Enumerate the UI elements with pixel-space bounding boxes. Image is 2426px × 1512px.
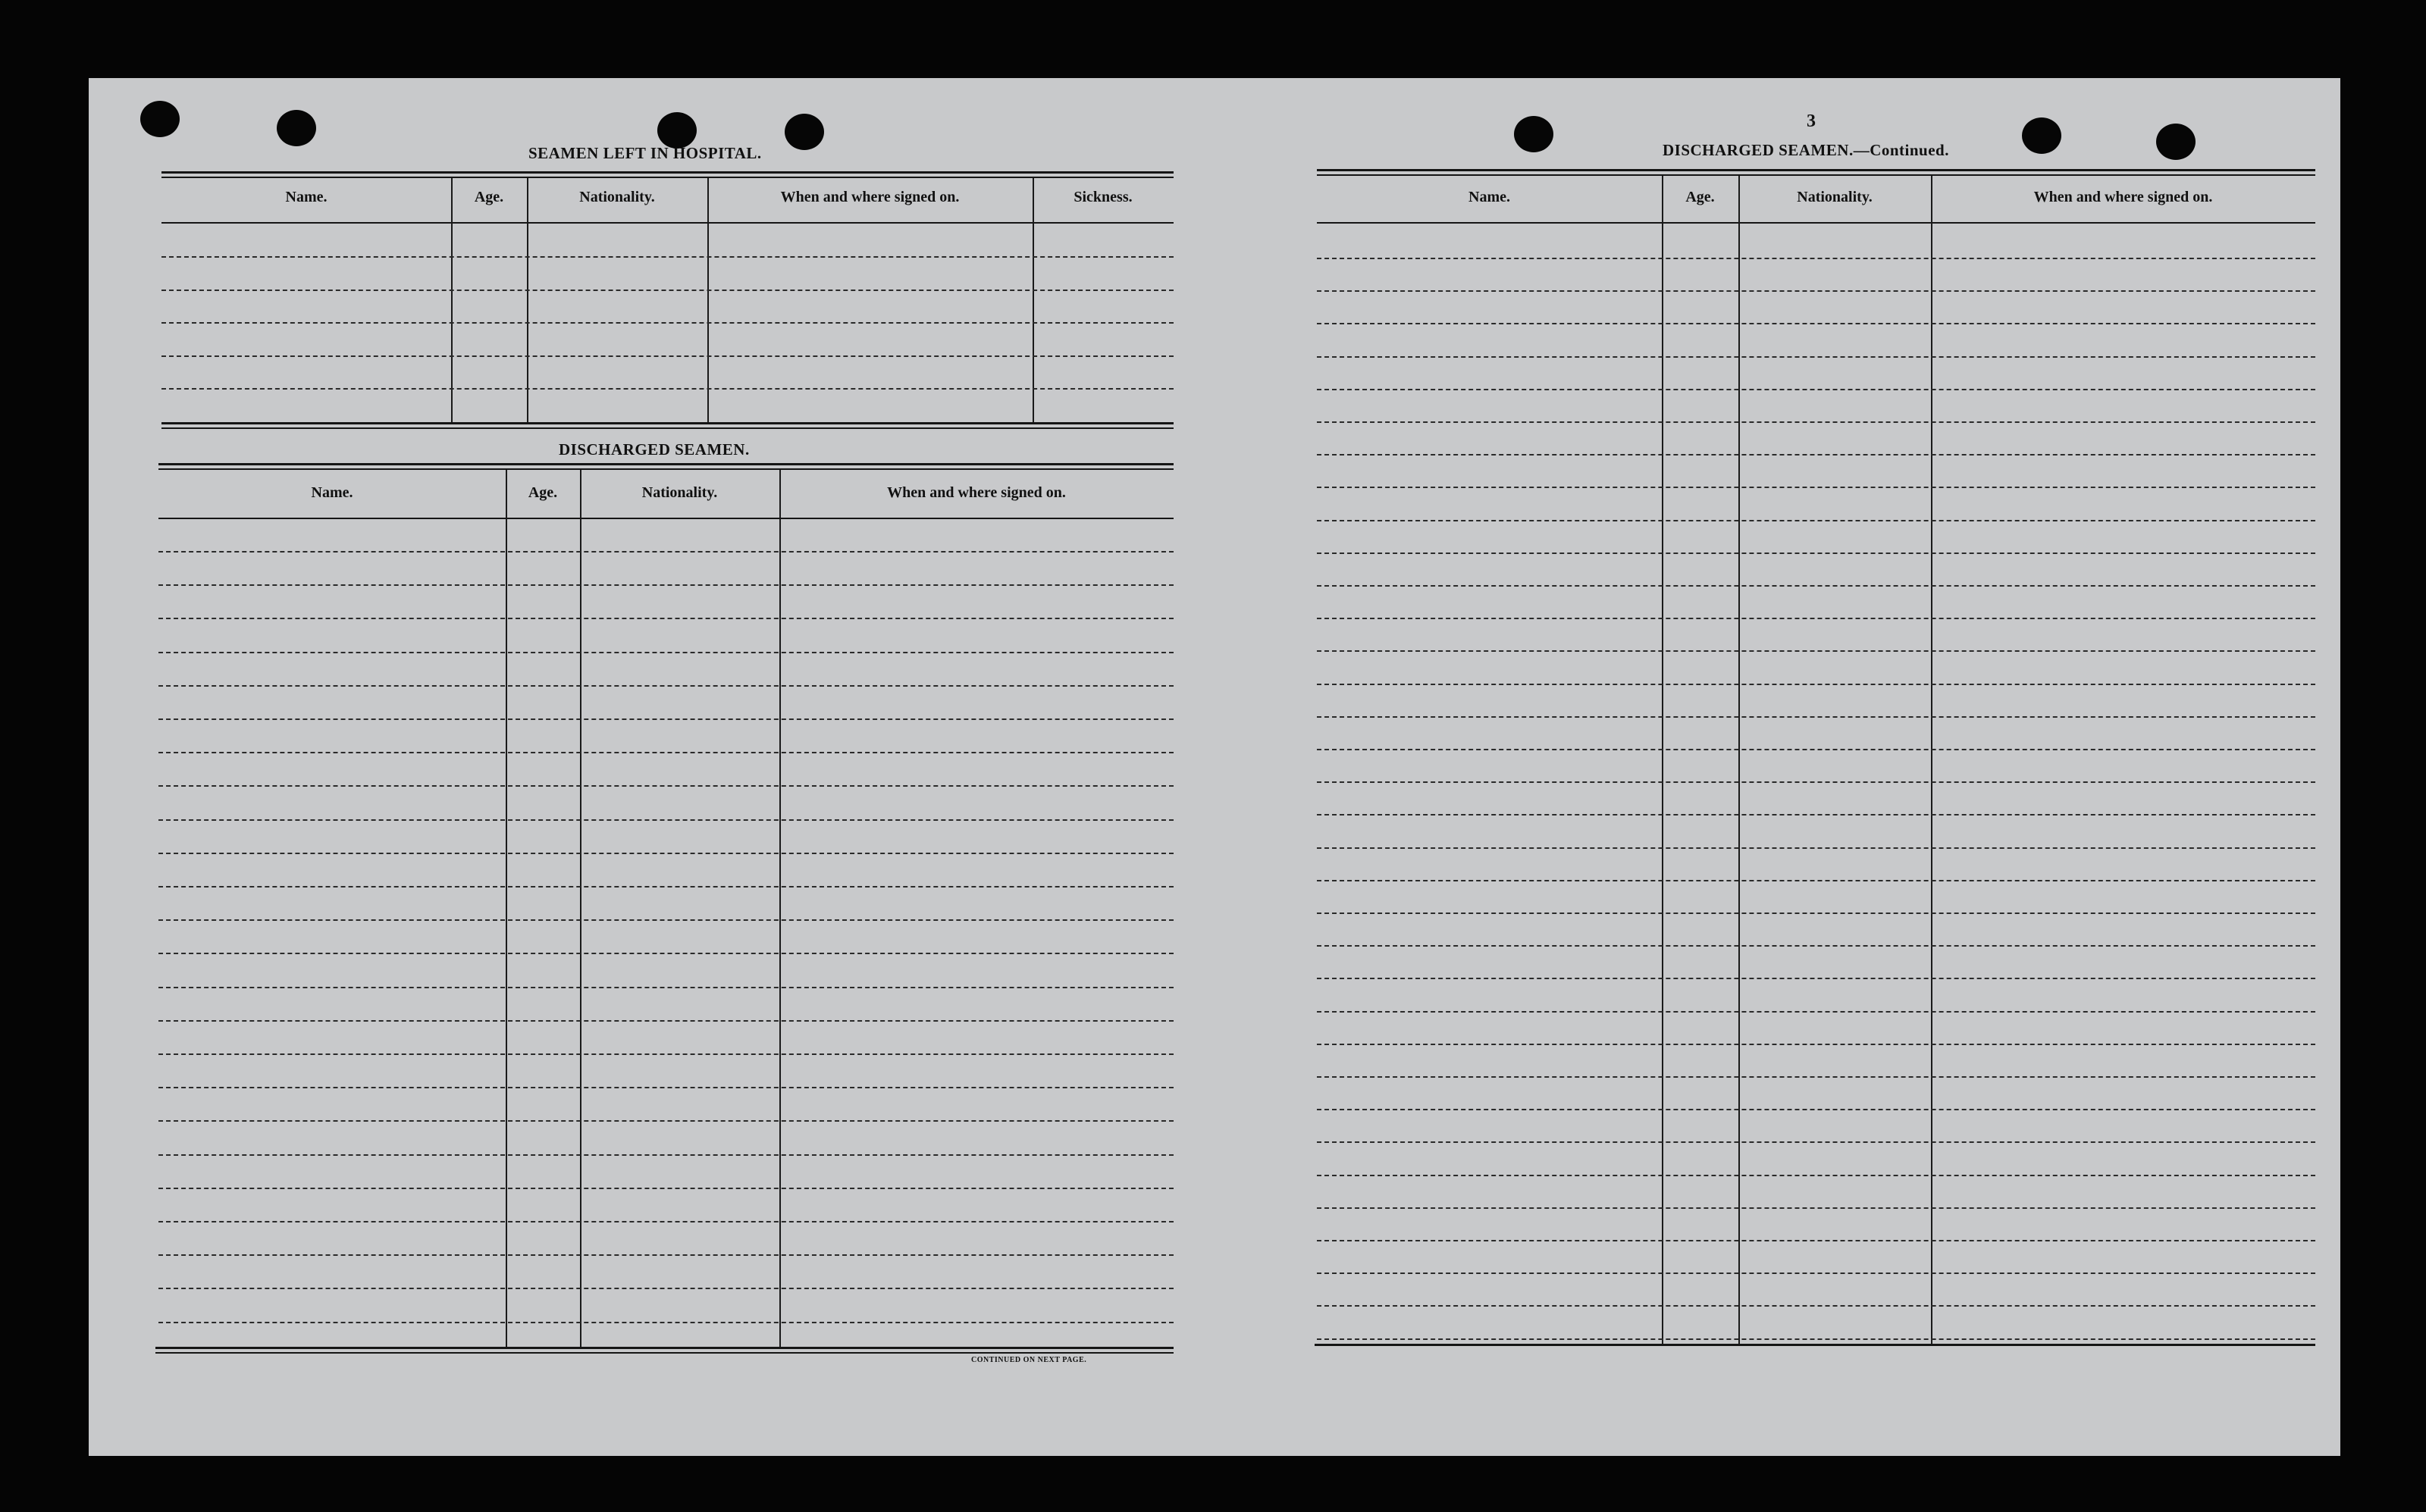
ruled-line (1317, 814, 2315, 815)
table-top-rule (161, 171, 1174, 174)
ruled-line (158, 551, 1174, 553)
ruled-line (1317, 1109, 2315, 1110)
ruled-line (1317, 913, 2315, 914)
hospital-section-title: SEAMEN LEFT IN HOSPITAL. (528, 144, 762, 162)
page-number: 3 (1807, 111, 1816, 131)
ruled-line (1317, 1338, 2315, 1340)
discharged-section-title: DISCHARGED SEAMEN. (559, 440, 750, 459)
punch-hole (277, 110, 316, 146)
ruled-line (158, 1288, 1174, 1289)
ruled-line (1317, 1273, 2315, 1274)
ruled-line (158, 1254, 1174, 1256)
ruled-line (158, 819, 1174, 821)
punch-hole (140, 101, 180, 137)
document-page (89, 78, 2340, 1456)
column-header: When and where signed on. (887, 484, 1066, 501)
ruled-line (1317, 847, 2315, 849)
ruled-line (1317, 1044, 2315, 1045)
ruled-line (1317, 585, 2315, 587)
ruled-line (1317, 749, 2315, 750)
table-bottom-rule (1315, 1344, 2315, 1346)
table-bottom-rule (161, 422, 1174, 424)
ruled-line (1317, 356, 2315, 358)
ruled-line (1317, 323, 2315, 324)
table-bottom-rule (161, 427, 1174, 429)
ruled-line (1317, 716, 2315, 718)
ruled-line (1317, 290, 2315, 292)
header-rule (161, 222, 1174, 224)
column-header: Sickness. (1074, 189, 1133, 205)
column-divider (506, 470, 507, 1347)
punch-hole (785, 114, 824, 150)
table-top-rule (161, 177, 1174, 178)
ruled-line (158, 785, 1174, 787)
ruled-line (158, 987, 1174, 988)
table-top-rule (1317, 174, 2315, 176)
punch-hole (1514, 116, 1553, 152)
ruled-line (158, 1322, 1174, 1323)
ruled-line (1317, 880, 2315, 881)
ruled-line (158, 1087, 1174, 1088)
ruled-line (1317, 1175, 2315, 1176)
column-header: Age. (1685, 189, 1715, 205)
punch-hole (2156, 124, 2196, 160)
column-divider (779, 470, 781, 1347)
column-header: Name. (285, 189, 328, 205)
ruled-line (1317, 945, 2315, 947)
ruled-line (1317, 781, 2315, 783)
column-divider (1738, 176, 1740, 1344)
ruled-line (158, 1188, 1174, 1189)
ruled-line (1317, 978, 2315, 979)
ruled-line (1317, 1141, 2315, 1143)
ruled-line (158, 584, 1174, 586)
ruled-line (158, 618, 1174, 619)
table-top-rule (1317, 169, 2315, 171)
ruled-line (158, 853, 1174, 854)
column-header: Nationality. (1797, 189, 1873, 205)
table-top-rule (158, 468, 1174, 470)
column-divider (1662, 176, 1663, 1344)
ruled-line (1317, 1305, 2315, 1307)
ruled-line (158, 953, 1174, 954)
ruled-line (158, 685, 1174, 687)
ruled-line (1317, 487, 2315, 488)
table-top-rule (158, 463, 1174, 465)
column-header: When and where signed on. (780, 189, 960, 205)
ruled-line (1317, 1011, 2315, 1013)
ruled-line (1317, 454, 2315, 455)
ruled-line (1317, 553, 2315, 554)
ruled-line (158, 752, 1174, 753)
column-header: When and where signed on. (2033, 189, 2213, 205)
ruled-line (158, 1120, 1174, 1122)
column-header: Nationality. (579, 189, 655, 205)
column-header: Age. (528, 484, 558, 501)
continued-note: CONTINUED ON NEXT PAGE. (971, 1356, 1087, 1364)
ruled-line (1317, 1240, 2315, 1241)
ruled-line (161, 322, 1174, 324)
column-divider (527, 178, 528, 422)
ruled-line (158, 886, 1174, 887)
ruled-line (161, 290, 1174, 291)
ruled-line (158, 1020, 1174, 1022)
ruled-line (161, 355, 1174, 357)
column-header: Name. (311, 484, 353, 501)
punch-hole (657, 112, 697, 149)
punch-hole (2022, 117, 2061, 154)
ruled-line (158, 1221, 1174, 1222)
header-rule (1317, 222, 2315, 224)
continued-section-title: DISCHARGED SEAMEN.—Continued. (1663, 141, 1949, 159)
ruled-line (1317, 389, 2315, 390)
table-bottom-rule (155, 1352, 1174, 1354)
ruled-line (158, 1154, 1174, 1156)
ruled-line (1317, 1076, 2315, 1078)
ruled-line (158, 652, 1174, 653)
column-divider (707, 178, 709, 422)
column-header: Nationality. (641, 484, 718, 501)
column-header: Name. (1468, 189, 1510, 205)
ruled-line (158, 1053, 1174, 1055)
ruled-line (158, 718, 1174, 720)
table-bottom-rule (155, 1347, 1174, 1349)
ruled-line (161, 256, 1174, 258)
ruled-line (1317, 1207, 2315, 1209)
ruled-line (161, 388, 1174, 390)
column-header: Age. (474, 189, 504, 205)
ruled-line (1317, 520, 2315, 521)
ruled-line (1317, 684, 2315, 685)
header-rule (158, 518, 1174, 519)
ruled-line (1317, 258, 2315, 259)
column-divider (451, 178, 453, 422)
column-divider (1931, 176, 1932, 1344)
column-divider (1033, 178, 1034, 422)
column-divider (580, 470, 581, 1347)
ruled-line (1317, 421, 2315, 423)
ruled-line (1317, 650, 2315, 652)
ruled-line (158, 919, 1174, 921)
ruled-line (1317, 618, 2315, 619)
